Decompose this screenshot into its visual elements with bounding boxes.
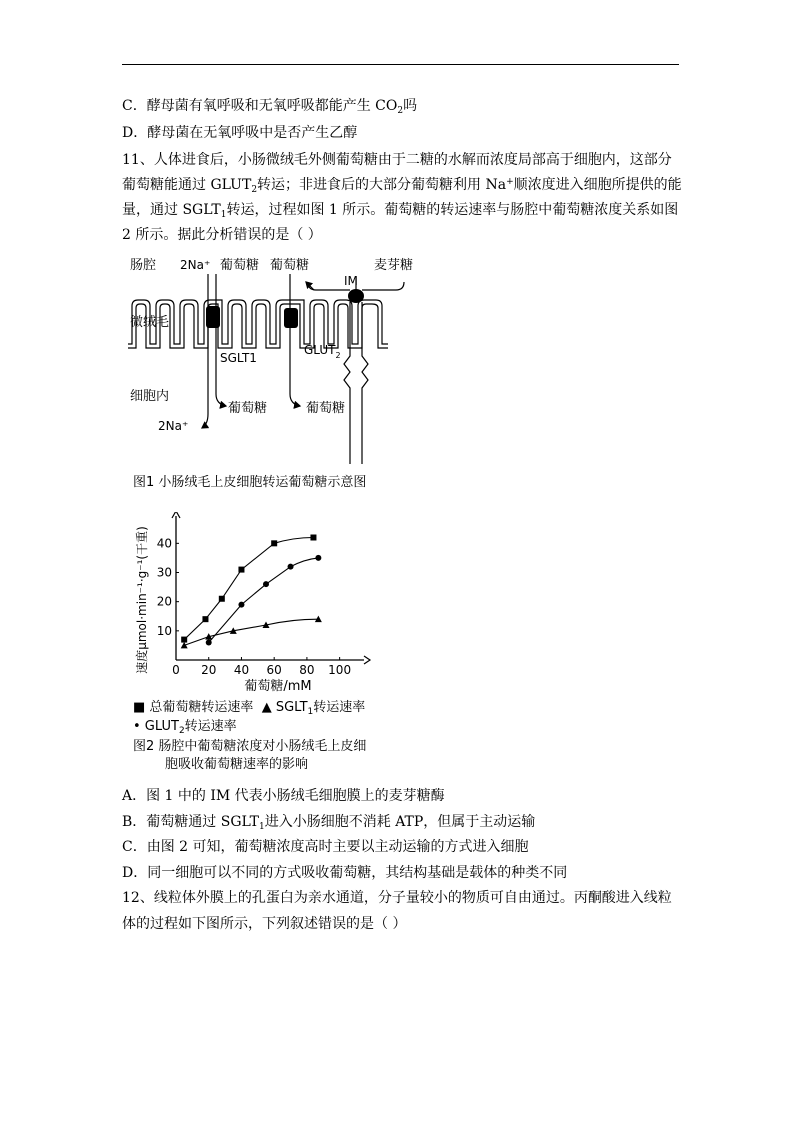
y-tick-label: 10 <box>156 623 172 638</box>
chart-marks <box>181 535 322 649</box>
figure-2-chart <box>128 512 378 692</box>
x-tick-label: 60 <box>266 663 282 677</box>
q11-line-4: 2 所示。据此分析错误的是（ ） <box>122 227 322 243</box>
option-c: C．由图 2 可知，葡萄糖浓度高时主要以主动运输的方式进入细胞 <box>122 839 529 855</box>
glut2-transporter <box>284 308 298 328</box>
legend-glut2: • $GLUT_2$转运速率 <box>133 719 237 736</box>
na-arrow <box>202 274 208 428</box>
glucose-label-1: 葡萄糖 <box>220 258 260 273</box>
intracellular-label: 细胞内 <box>130 389 170 404</box>
option-d: D．同一细胞可以不同的方式吸收葡萄糖，其结构基础是载体的种类不同 <box>122 865 568 881</box>
data-point-square <box>238 567 244 573</box>
data-point-circle <box>315 555 321 561</box>
data-point-square <box>181 637 187 643</box>
series-line <box>184 537 313 639</box>
y-tick-label: 20 <box>156 594 172 609</box>
chart-y-label: 速度μmol·min⁻¹·g⁻¹(干重) <box>135 526 149 674</box>
legend-sglt1: ▲ $SGLT_1$转运速率 <box>261 700 366 717</box>
glut2-glucose-arrow <box>290 274 300 406</box>
na-top-label: 2Na⁺ <box>180 258 211 272</box>
data-point-square <box>202 616 208 622</box>
legend-total: ■ 总葡萄糖转运速率 <box>133 700 254 715</box>
data-point-circle <box>238 602 244 608</box>
figure-1-caption: 图1 小肠绒毛上皮细胞转运葡萄糖示意图 <box>133 475 367 490</box>
option-d-prev: D．酵母菌在无氧呼吸中是否产生乙醇 <box>122 125 358 141</box>
series-line <box>209 558 319 643</box>
option-b: B．葡萄糖通过 $SGLT_1$进入小肠细胞不消耗 ATP，但属于主动运输 <box>122 814 536 832</box>
option-c-prev: C．酵母菌有氧呼吸和无氧呼吸都能产生 $CO_2$吗 <box>122 98 418 116</box>
option-a: A．图 1 中的 IM 代表小肠绒毛细胞膜上的麦芽糖酶 <box>122 788 445 804</box>
x-tick-label: 20 <box>201 663 217 677</box>
microvilli-label: 微绒毛 <box>130 315 170 330</box>
data-point-triangle <box>181 642 188 649</box>
glucose-label-2: 葡萄糖 <box>270 258 310 273</box>
maltose-label: 麦芽糖 <box>374 258 414 273</box>
chart-axes <box>157 512 370 677</box>
legend-row-1 <box>133 696 365 715</box>
header-rule <box>122 64 679 65</box>
na-bottom-label: 2Na⁺ <box>158 419 189 433</box>
q12-line-2: 体的过程如下图所示，下列叙述错误的是（ ） <box>122 916 407 932</box>
figure-2-caption-1: 图2 肠腔中葡萄糖浓度对小肠绒毛上皮细 <box>133 739 367 754</box>
q11-line-2: 葡萄糖能通过 $GLUT_2$转运；非进食后的大部分葡萄糖利用 Na+顺浓度进入细胞所提供的能 <box>122 177 682 195</box>
glucose-in-label-2: 葡萄糖 <box>306 401 346 416</box>
x-axis-arrow <box>364 656 370 664</box>
figure-2-caption-2: 胞吸收葡萄糖速率的影响 <box>165 757 309 772</box>
data-point-square <box>219 596 225 602</box>
im-label: IM <box>344 274 358 288</box>
series-line <box>184 619 318 645</box>
sglt1-label: SGLT1 <box>220 351 257 365</box>
figure-1-diagram <box>128 254 428 464</box>
data-point-square <box>271 540 277 546</box>
data-point-circle <box>288 564 294 570</box>
q11-line-1: 11、人体进食后，小肠微绒毛外侧葡萄糖由于二糖的水解而浓度局部高于细胞内，这部分 <box>122 152 672 168</box>
glut2-label: $GLUT_2$ <box>304 343 341 360</box>
q12-line-1: 12、线粒体外膜上的孔蛋白为亲水通道，分子量较小的物质可自由通过。丙酮酸进入线粒 <box>122 890 672 906</box>
y-tick-label: 40 <box>156 536 172 551</box>
x-tick-label: 0 <box>172 663 180 677</box>
glucose-in-label-1: 葡萄糖 <box>228 401 268 416</box>
y-tick-label: 30 <box>156 565 172 580</box>
data-point-circle <box>206 640 212 646</box>
im-enzyme <box>348 289 364 303</box>
x-tick-label: 100 <box>328 663 352 677</box>
x-tick-label: 40 <box>233 663 250 677</box>
chart-x-label: 葡萄糖/mM <box>244 679 312 692</box>
x-tick-label: 80 <box>299 663 315 677</box>
lumen-label: 肠腔 <box>130 258 157 273</box>
data-point-circle <box>263 581 269 587</box>
q11-line-3: 量，通过 $SGLT_1$转运，过程如图 1 所示。葡萄糖的转运速率与肠腔中葡萄糖浓度关系如图 <box>122 202 679 220</box>
data-point-square <box>310 535 316 541</box>
